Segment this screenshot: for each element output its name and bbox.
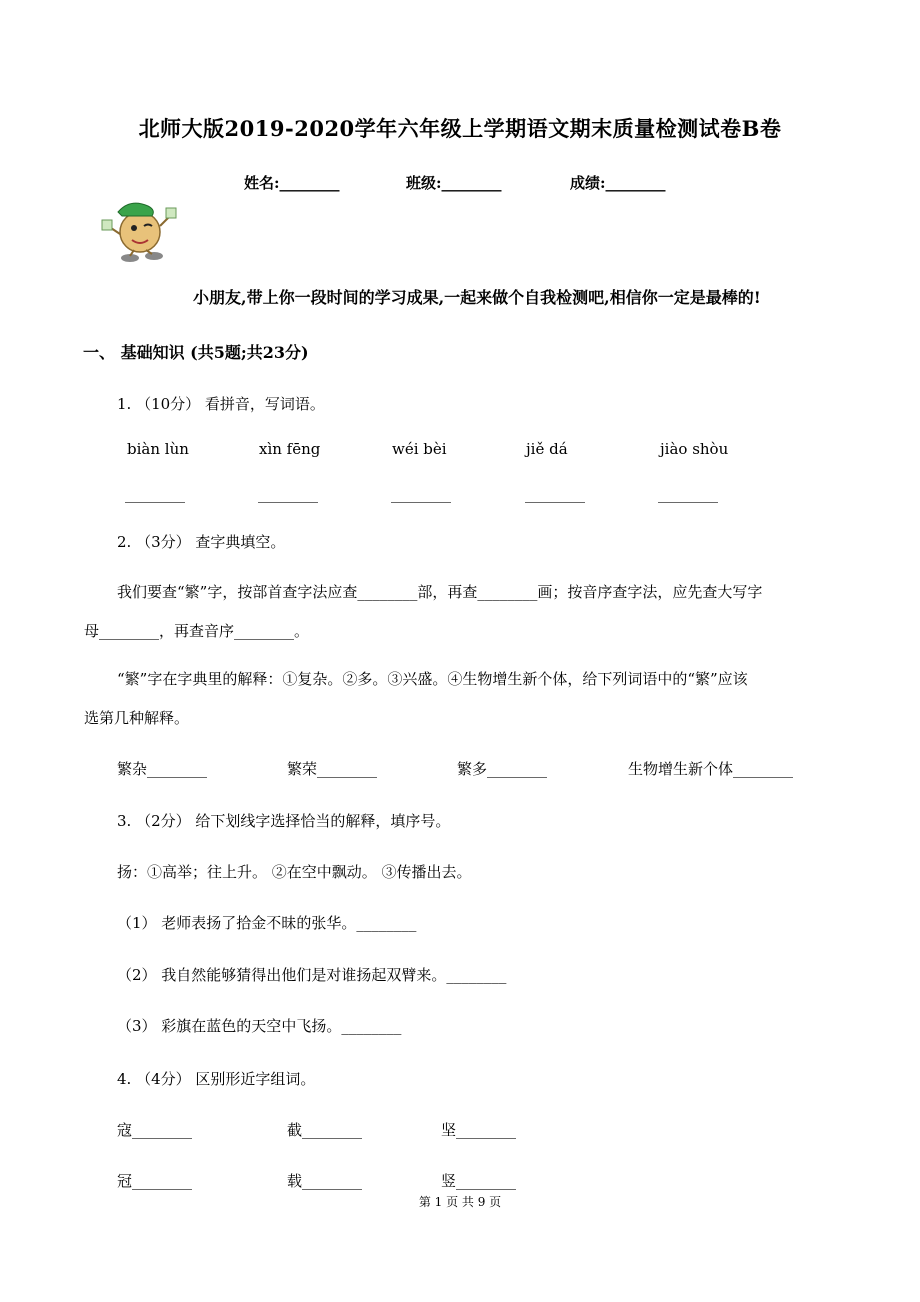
question-4-stem: 4. （4分） 区别形近字组词。: [117, 1070, 316, 1088]
question-2-word: 繁杂________: [117, 760, 208, 778]
score-field-label: 成绩:________: [570, 174, 666, 192]
pinyin-item: jiào shòu: [660, 440, 729, 458]
question-3-item: （2） 我自然能够猜得出他们是对谁扬起双臂来。________: [117, 966, 507, 984]
question-1-stem: 1. （10分） 看拼音，写词语。: [117, 395, 325, 413]
question-2-line: 我们要查“繁”字，按部首查字法应查________部，再查________画；按音序查字法，应先查大写字: [117, 583, 763, 601]
question-2-word: 繁荣________: [287, 760, 378, 778]
intro-text: 小朋友,带上你一段时间的学习成果,一起来做个自我检测吧,相信你一定是最棒的!: [193, 288, 761, 307]
name-field-label: 姓名:________: [244, 174, 340, 192]
question-3-stem: 3. （2分） 给下划线字选择恰当的解释，填序号。: [117, 812, 451, 830]
question-2-word: 生物增生新个体________: [628, 760, 794, 778]
question-3-item: （3） 彩旗在蓝色的天空中飞扬。________: [117, 1017, 402, 1035]
question-4-word: 竖________: [441, 1172, 517, 1190]
answer-blank[interactable]: ________: [391, 485, 451, 503]
question-4-word: 坚________: [441, 1121, 517, 1139]
question-4-word: 寇________: [117, 1121, 193, 1139]
pinyin-item: xìn fēng: [259, 440, 321, 458]
pinyin-item: wéi bèi: [392, 440, 447, 458]
section-title: 一、 基础知识 (共5题;共23分): [83, 343, 309, 362]
pinyin-item: biàn lùn: [127, 440, 189, 458]
question-4-word: 截________: [287, 1121, 363, 1139]
answer-blank[interactable]: ________: [125, 485, 185, 503]
answer-blank[interactable]: ________: [525, 485, 585, 503]
question-2-stem: 2. （3分） 查字典填空。: [117, 533, 286, 551]
question-3-definitions: 扬：①高举；往上升。 ②在空中飘动。 ③传播出去。: [117, 863, 472, 881]
question-2-line: 选第几种解释。: [84, 709, 190, 727]
question-2-line: 母________，再查音序________。: [84, 622, 310, 640]
question-4-word: 载________: [287, 1172, 363, 1190]
question-4-word: 冠________: [117, 1172, 193, 1190]
pinyin-item: jiě dá: [526, 440, 568, 458]
class-field-label: 班级:________: [406, 174, 502, 192]
answer-blank[interactable]: ________: [658, 485, 718, 503]
page-footer: 第 1 页 共 9 页: [418, 1195, 502, 1209]
page-title: 北师大版2019-2020学年六年级上学期语文期末质量检测试卷B卷: [138, 116, 782, 141]
question-3-item: （1） 老师表扬了拾金不昧的张华。________: [117, 914, 417, 932]
answer-blank[interactable]: ________: [258, 485, 318, 503]
question-2-word: 繁多________: [457, 760, 548, 778]
question-2-line: “繁”字在字典里的解释：①复杂。②多。③兴盛。④生物增生新个体，给下列词语中的“繁”应该: [117, 670, 748, 688]
mascot-illustration: [100, 196, 180, 266]
